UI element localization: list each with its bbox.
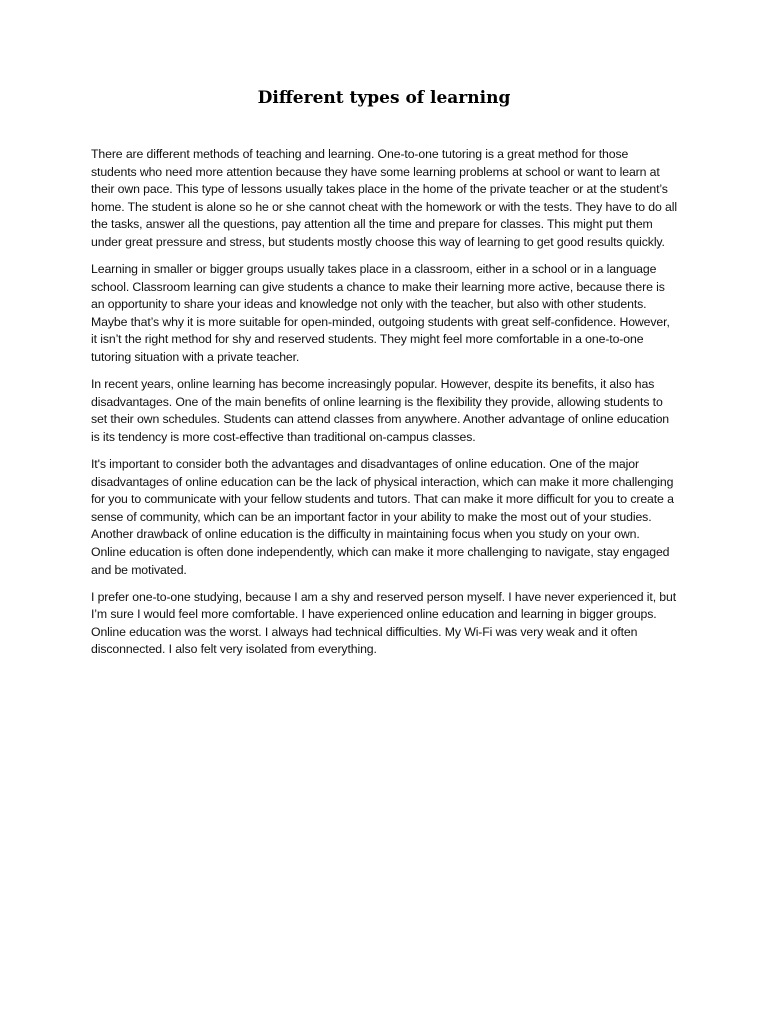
paragraph-group-learning: Learning in smaller or bigger groups usually takes place in a classroom, either in a school or in a language school. Classroom learning can give students a chance to make their learning more active, because there is an opportunity to share your ideas and knowledge not only with the teacher, but also with other students. Maybe that’s why it is more suitable for open-minded, outgoing students with great self-confidence. However, it isn’t the right method for shy and reserved students. They might feel more comfortable in a one-to-one tutoring situation with a private teacher. bbox=[91, 262, 670, 365]
document-body bbox=[91, 146, 677, 669]
paragraph-online-learning: In recent years, online learning has become increasingly popular. However, despite its benefits, it also has disadvantages. One of the main benefits of online learning is the flexibility they provide, allowing students to set their own schedules. Students can attend classes from anywhere. Another advantage of online education is its tendency is more cost-effective than traditional on-campus classes. bbox=[91, 377, 670, 444]
document-title: Different types of learning bbox=[257, 88, 511, 108]
paragraph-personal-preference: I prefer one-to-one studying, because I am a shy and reserved person myself. I have never experienced it, but I’m sure I would feel more comfortable. I have experienced online education and learning in bigger groups. Online education was the worst. I always had technical difficulties. My Wi-Fi was very weak and it often disconnected. I also felt very isolated from everything. bbox=[91, 589, 677, 657]
paragraph-online-disadvantages: It's important to consider both the advantages and disadvantages of online education. One of the major disadvantages of online education can be the lack of physical interaction, which can make it more challenging for you to communicate with your fellow students and tutors. That can make it more difficult for you to create a sense of community, which can be an important factor in your ability to make the most out of your studies. Another drawback of online education is the difficulty in maintaining focus when you study on your own. Online education is often done independently, which can make it more challenging to navigate, stay engaged and be motivated. bbox=[91, 457, 674, 577]
paragraph-one-to-one-tutoring: There are different methods of teaching and learning. One-to-one tutoring is a great method for those students who need more attention because they have some learning problems at school or want to learn at their own pace. This type of lessons usually takes place in the home of the private teacher or at the student’s home. The student is alone so he or she cannot cheat with the homework or with the tests. They have to do all the tasks, answer all the questions, pay attention all the time and prepare for classes. This might put them under great pressure and stress, but students mostly choose this way of learning to get good results quickly. bbox=[91, 147, 677, 249]
